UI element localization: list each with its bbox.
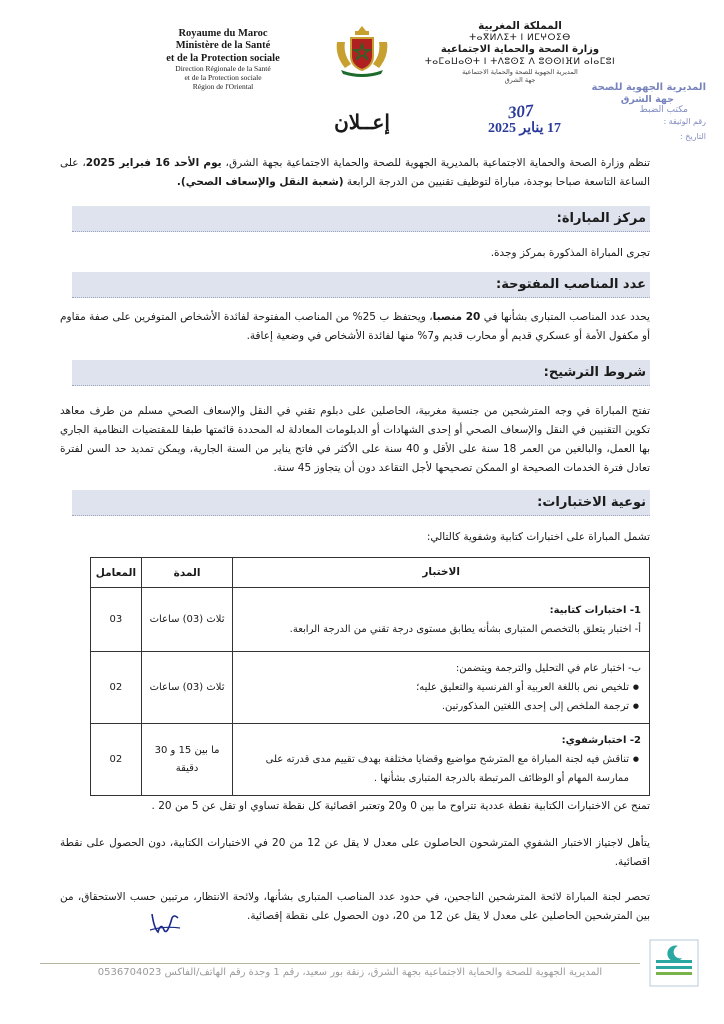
results-paragraph: تحصر لجنة المباراة لائحة المترشحين الناجحين، في حدود عدد المناصب المتبارى بشأنها، ولائحة الانتظار، مرتبين حسب الاستحقاق، من بين المترشحين الحاصلين على معدل لا يقل عن 12 من 20، دون الحصول على نقطة إقصائية. [60,891,650,922]
test-line: أ- اختبار يتعلق بالتخصص المتبارى بشأنه يطابق مستوى درجة تقني من الدرجة الرابعة. [289,623,641,635]
section-text-posts [60,308,650,346]
header-arabic [405,20,635,84]
section-heading-text: نوعية الاختبارات: [537,495,646,510]
header-ar-line: المملكة المغربية [478,20,562,32]
header-fr-line: Région de l'Oriental [192,81,254,91]
intro-text: تنظم وزارة الصحة والحماية الاجتماعية بالمديرية الجهوية للصحة والحماية الاجتماعية بجهة الشرق، [221,157,650,169]
tests-table [90,557,650,796]
stamp-line: رقم الوثيقة : [663,117,706,126]
section-heading-tests [72,490,650,516]
posts-text: ، ويحتفظ ب 25% من المناصب المفتوحة لفائدة الأشخاص المتوفرين على صفة مقاوم أو مكفول الأمة أو عسكري قديم أو محارب قديم و7% منها لفائدة الأشخاص في وضعية إعاقة. [60,311,650,342]
table-cell: ثلاث (03) ساعات [141,652,232,724]
header-fr-line: Direction Régionale de la Santé [175,64,271,74]
header-ar-line: جهة الشرق [504,76,536,85]
stamp-line: جهة الشرق [620,94,674,105]
test-title: 1- اختبارات كتابية: [549,604,641,616]
section-heading-text: عدد المناصب المفتوحة: [496,277,646,292]
table-header: المدة [141,558,232,588]
posts-text: يحدد عدد المناصب المتبارى بشأنها في [480,311,650,323]
ministry-logo-icon [648,938,700,988]
intro-text: ، على الساعة التاسعة صباحا بوجدة، مباراة لتوظيف تقنيين من الدرجة الرابعة [60,157,650,188]
table-cell: ما بين 15 و 30 دقيقة [141,724,232,796]
header-fr-line: et de la Protection sociale [166,52,280,64]
header-tifinagh-line: ⵜⴰⴳⵍⴷⵉⵜ ⵏ ⵍⵎⵖⵔⵉⴱ [469,33,571,44]
stamp-number: 307 [507,100,535,123]
table-cell: 02 [91,652,142,724]
header-tifinagh-line: ⵜⴰⵎⴰⵡⴰⵙⵜ ⵏ ⵜⴷⵓⵙⵉ ⴷ ⵓⵙⵙⵏⴼⵍ ⴰⵏⴰⵎⵓⵏ [424,56,616,67]
section-heading-center [72,206,650,232]
intro-paragraph [60,154,650,192]
stamp-date: 17 يناير 2025 [488,121,562,136]
table-row [91,724,650,796]
header-ar-line: وزارة الصحة والحماية الاجتماعية [440,44,600,56]
table-row [91,588,650,652]
section-heading-conditions [72,360,650,386]
grading-paragraph: تمنح عن الاختبارات الكتابية نقطة عددية تتراوح ما بين 0 و20 وتعتبر اقصائية كل نقطة تساوي او تقل عن 5 من 20 . [151,800,650,812]
stamp-line: المديرية الجهوية للصحة [591,82,706,93]
section-heading-posts [72,272,650,298]
section-heading-text: مركز المباراة: [556,211,646,226]
intro-date: يوم الأحد 16 فبراير 2025 [85,157,222,169]
test-line: ب- اختبار عام في التحليل والترجمة ويتضمن: [455,663,641,674]
table-cell [233,724,650,796]
footer-address: المديرية الجهوية للصحة والحماية الاجتماعية بجهة الشرق، زنقة بور سعيد، رقم 1 وجدة رقم الهاتف/الفاكس 0536704023 [97,967,603,978]
test-bullet: ● ترجمة الملخص إلى إحدى اللغتين المذكورتين. [241,697,641,716]
section-text-center: تجرى المباراة المذكورة بمركز وجدة. [490,247,650,259]
signature-icon [148,910,182,936]
table-header-row [91,558,650,588]
table-row [91,652,650,724]
table-cell: ثلاث (03) ساعات [141,588,232,652]
header-french [128,28,318,92]
section-text-conditions: تفتح المباراة في وجه المترشحين من جنسية مغربية، الحاصلين على دبلوم تقني في النقل والإسعاف الصحي مسلم من طرف معاهد تكوين التقنيين في النقل والإسعاف الصحي أو إحدى الشهادات أو الدبلومات المعادلة له المحددة قائمتها طبقا للمقتضيات النظامية الجاري بها العمل، والبالغين من العمر 18 سنة على الأقل و 40 سنة على الأكثر في فاتح يناير من السنة الجارية، ويمكن تمديد حد السن لفترة تعادل فترة الخدمات الصحيحة او الممكن تصحيحها لأجل التقاعد دون أن يتجاوز 45 سنة. [60,405,650,474]
test-bullet: ● تناقش فيه لجنة المباراة مع المترشح مواضيع وقضايا مختلفة بهدف تقييم مدى قدرته على ممارسة المهام أو الوظائف المرتبطة بالدرجة المتبارى بشأنها . [241,750,641,788]
footer-divider [40,963,640,964]
section-heading-text: شروط الترشيح: [543,365,646,380]
test-title: 2- اختبارشفوي: [561,735,641,746]
table-header: المعامل [91,558,142,588]
stamp-line: التاريخ : [679,132,706,141]
header-fr-line: et de la Protection sociale [184,72,262,82]
table-cell: 02 [91,724,142,796]
header-ar-line: المديرية الجهوية للصحة والحماية الاجتماعية [462,68,578,77]
qualification-paragraph: يتأهل لاجتياز الاختبار الشفوي المترشحون الحاصلون على معدل لا يقل عن 12 من 20 في الاختبارات الكتابية، دون الحصول على نقطة اقصائية. [60,837,650,868]
header-fr-line: Royaume du Maroc [178,28,268,39]
page-title: إعــلان [334,110,390,134]
intro-branch: (شعبة النقل والإسعاف الصحي). [176,176,344,188]
posts-count: 20 منصبا [432,311,481,323]
tests-intro: تشمل المباراة على اختبارات كتابية وشفوية كالتالي: [426,531,650,543]
stamp-line: مكتب الضبط [639,105,688,115]
test-bullet: ● تلخيص نص باللغة العربية أو الفرنسية والتعليق عليه؛ [241,678,641,697]
table-header: الاختبار [233,558,650,588]
table-cell: 03 [91,588,142,652]
coat-of-arms-icon [331,22,393,78]
table-cell [233,588,650,652]
table-cell [233,652,650,724]
header-fr-line: Ministère de la Santé [175,40,271,52]
